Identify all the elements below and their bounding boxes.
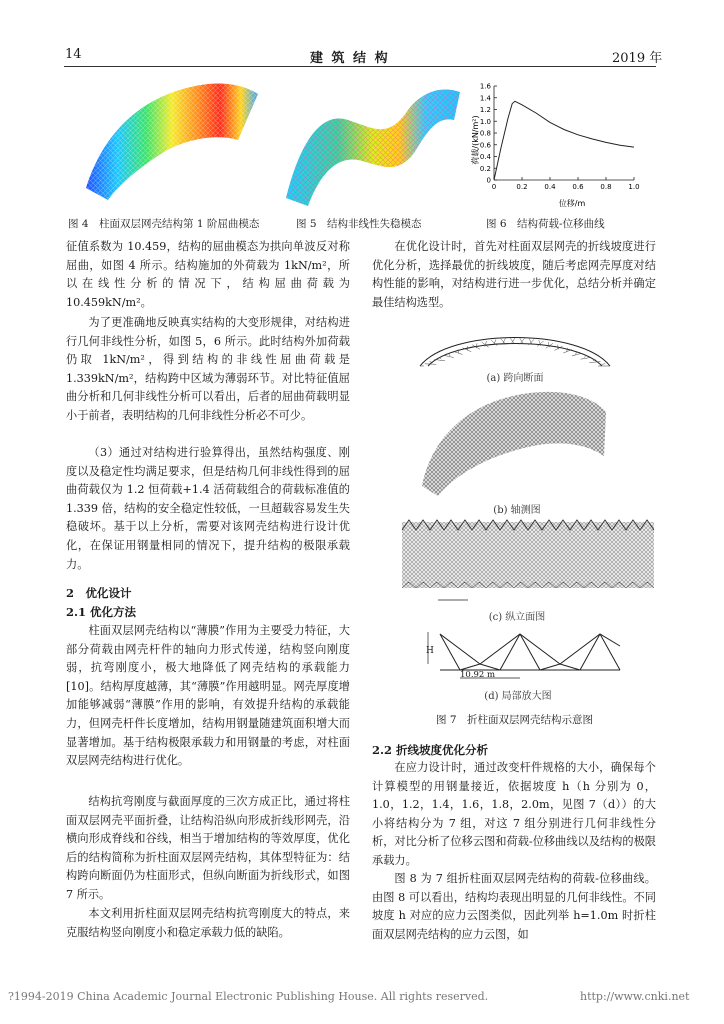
chart-y-tick-label: 0.2	[479, 164, 491, 173]
left-paragraph-3: （3）通过对结构进行验算得出，虽然结构强度、刚度以及稳定性均满足要求，但是结构几何非线性得到的屈曲荷载仅为 1.2 恒荷载+1.4 活荷载组合的荷载标准值的 1.339 倍，结构的安全稳定性较低，一旦超载容易发生失稳破坏。基于以上分析，需要对该网壳结构进行设计优化，在保证用钢量相同的情况下，提升结构的极限承载力。	[66, 446, 350, 571]
section-2-1-heading: 2.1 优化方法	[66, 605, 137, 619]
footer-copyright: ?1994-2019 China Academic Journal Electronic Publishing House. All rights reserved.	[8, 990, 489, 1003]
fig7d-dim-h: H	[426, 646, 434, 656]
fig4-caption: 图 4 柱面双层网壳结构第 1 阶屈曲模态	[68, 218, 260, 230]
fig7d-label: (d) 局部放大图	[484, 691, 552, 702]
chart-y-tick-label: 0	[486, 176, 491, 185]
left-paragraph-4: 柱面双层网壳结构以“薄膜”作用为主要受力特征，大部分荷载由网壳杆件的轴向力形式传递，结构竖向刚度弱，抗弯刚度小，极大地降低了网壳结构的承载能力[10]。结构厚度越薄，其“薄膜”作用越明显。网壳厚度增加能够减弱“薄膜”作用的影响，有效提升结构的承载能力，但网壳杆件长度增加，结构用钢量随建筑面积增大而显著增加。基于结构极限承载力和用钢量的考虑，对柱面双层网壳结构进行优化。	[66, 624, 350, 768]
right-paragraph-3: 图 8 为 7 组折柱面双层网壳结构的荷载-位移曲线。由图 8 可以看出，结构均表现出明显的几何非线性。不同坡度 h 对应的应力云图类似，因此列举 h=1.0m 时折柱面双层网壳结构的应力云图，如	[372, 872, 656, 941]
chart-ylabel: 荷载/(kN/m²)	[471, 115, 480, 165]
chart-x-tick-label: 0.6	[572, 183, 584, 191]
left-paragraph-1: 征值系数为 10.459，结构的屈曲模态为拱向单波反对称屈曲，如图 4 所示。结构施加的外荷载为 1kN/m²，所以在线性分析的情况下，结构屈曲荷载为 10.459kN/m²。	[66, 240, 350, 309]
right-paragraph-1: 在优化设计时，首先对柱面双层网壳的折线坡度进行优化分析，选择最优的折线坡度，随后考虑网壳厚度对结构性能的影响，对结构进行进一步优化，总结分析并确定最佳结构选型。	[372, 240, 656, 309]
figure-7d-image	[420, 624, 626, 686]
figure-7a-image	[410, 320, 620, 370]
chart-series-line	[494, 101, 634, 180]
chart-x-tick-label: 0	[491, 183, 497, 191]
section-2-2-heading: 2.2 折线坡度优化分析	[372, 743, 489, 757]
header-rule	[64, 66, 656, 67]
journal-title: 建 筑 结 构	[310, 51, 390, 66]
page-number: 14	[65, 47, 82, 62]
journal-year: 2019 年	[612, 51, 663, 66]
figure-4-image	[68, 78, 268, 208]
fig7d-dim-length: 10.92 m	[460, 670, 496, 680]
fig7-caption: 图 7 折柱面双层网壳结构示意图	[436, 714, 594, 726]
figure-7c-image	[398, 516, 658, 608]
fig7c-label: (c) 纵立面图	[488, 612, 546, 623]
footer-url: http://www.cnki.net	[580, 990, 690, 1003]
chart-x-tick-label: 0.4	[544, 183, 556, 191]
figure-6-chart	[468, 78, 668, 210]
chart-axes	[494, 86, 634, 180]
fig5-caption: 图 5 结构非线性失稳模态	[296, 218, 422, 230]
left-paragraph-2: 为了更准确地反映真实结构的大变形规律，对结构进行几何非线性分析，如图 5，6 所示。此时结构外加荷载仍取 1kN/m²，得到结构的非线性屈曲荷载是 1.339kN/m²，结构跨中区域为薄弱环节。对比特征值屈曲分析和几何非线性分析可以看出，后者的屈曲荷载明显小于前者，表明结构的几何非线性分析必不可少。	[66, 316, 350, 422]
figure-5-image	[278, 80, 468, 210]
fig7b-label: (b) 轴测图	[493, 505, 541, 516]
chart-y-tick-label: 0.8	[479, 129, 491, 138]
chart-xlabel: 位移/m	[558, 199, 586, 208]
chart-y-tick-label: 1.6	[479, 82, 491, 91]
fig7a-label: (a) 跨向断面	[486, 373, 544, 384]
left-paragraph-5: 结构抗弯刚度与截面厚度的三次方成正比，通过将柱面双层网壳平面折叠，让结构沿纵向形成折线形网壳，沿横向形成脊线和谷线，相当于增加结构的等效厚度，优化后的结构简称为折柱面双层网壳结构，其体型特征为：结构跨向断面仍为柱面形式，但纵向断面为折线形式，如图 7 所示。	[66, 795, 350, 901]
figure-7b-image	[414, 386, 614, 498]
fig6-caption: 图 6 结构荷载-位移曲线	[486, 218, 605, 230]
chart-x-tick-label: 0.2	[516, 183, 528, 191]
chart-y-tick-label: 1.4	[479, 94, 491, 103]
chart-y-tick-label: 1.0	[479, 117, 491, 126]
chart-y-tick-label: 0.4	[479, 153, 491, 161]
right-paragraph-2: 在应力设计时，通过改变杆件规格的大小，确保每个计算模型的用钢量接近，依据坡度 h（h 分别为 0，1.0，1.2，1.4，1.6，1.8，2.0m，见图 7（d））的大小将结构分为 7 组，对这 7 组分别进行几何非线性分析，对比分析了位移云图和荷载-位移曲线以及结构的极限承载力。	[372, 761, 656, 867]
chart-y-tick-label: 1.2	[479, 106, 491, 114]
chart-x-tick-label: 1.0	[628, 183, 640, 191]
chart-y-tick-label: 0.6	[479, 141, 491, 150]
chart-x-tick-label: 0.8	[600, 183, 612, 191]
left-paragraph-6: 本文利用折柱面双层网壳结构抗弯刚度大的特点，来克服结构竖向刚度小和稳定承载力低的缺陷。	[66, 907, 350, 939]
section-2-heading: 2 优化设计	[66, 586, 132, 600]
